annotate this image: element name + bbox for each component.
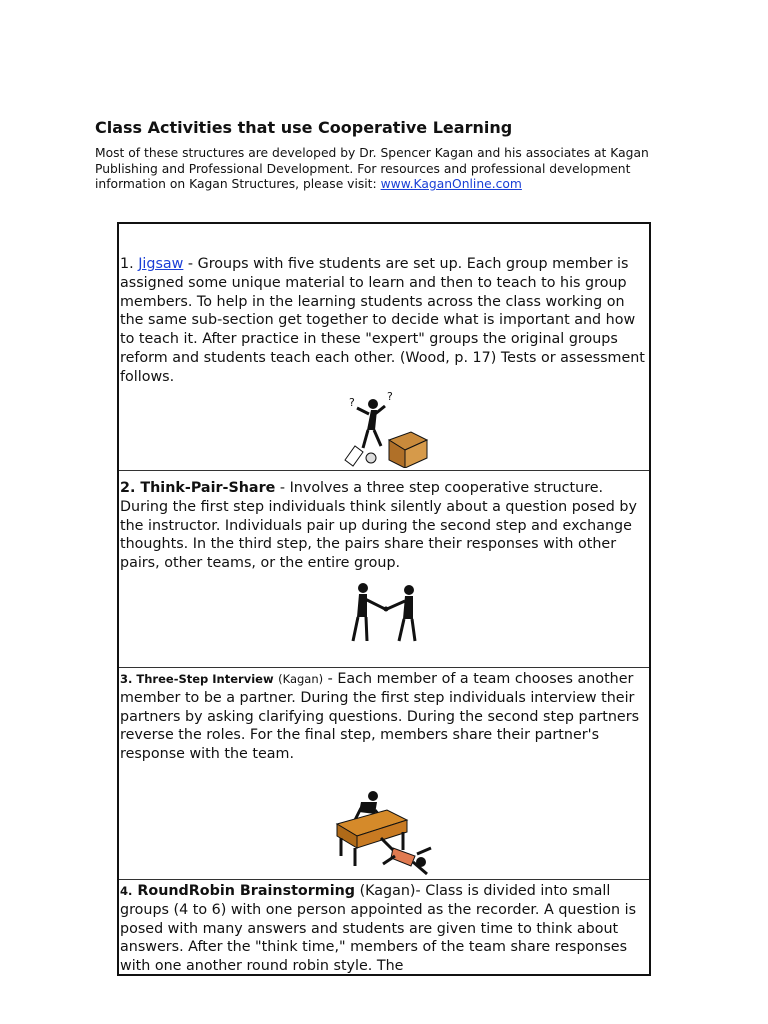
activity-cell-three-step-interview (119, 668, 649, 880)
handshake-illustration (347, 581, 427, 645)
activity-description: - Involves a three step cooperative structure. During the first step individuals think silently about a question posed by the instructor. Individuals pair up during the second step and exchange thoughts. In the third step, the pairs share their responses with other pairs, other teams, or the entire group. (120, 480, 637, 572)
page-title: Class Activities that use Cooperative Learning (95, 118, 513, 137)
activity-table (117, 222, 651, 976)
activity-cell-jigsaw (119, 224, 649, 471)
jigsaw-link[interactable]: Jigsaw (138, 256, 184, 272)
activity-cell-think-pair-share (119, 471, 649, 668)
svg-text:?: ? (387, 390, 393, 403)
activity-title: 3. Three-Step Interview (120, 672, 274, 686)
activity-source: (Kagan) (278, 672, 324, 686)
activity-description: - Groups with five students are set up. Each group member is assigned some unique material to learn and then to teach to his group members. To help in the learning students across the class working on the same sub-section get together to decide what is important and how to teach it. After practice in these "expert" groups the original groups reform and students teach each other. (Wood, p. 17) Tests or assessment follows. (120, 256, 645, 385)
activity-title: 2. Think-Pair-Share (120, 480, 276, 496)
kagan-online-link[interactable]: www.KaganOnline.com (380, 177, 522, 191)
activity-number: 1. (120, 256, 134, 272)
activity-cell-roundrobin-brainstorming (119, 880, 649, 976)
intro-text: Most of these structures are developed by Dr. Spencer Kagan and his associates at Kagan Publishing and Professional Development. For resources and professional development information on Kagan Structures, please visit: (95, 146, 649, 191)
interview-desk-illustration (331, 790, 439, 876)
svg-text:?: ? (349, 396, 355, 409)
activity-title: 4. RoundRobin Brainstorming (120, 883, 356, 899)
activity-description: - Each member of a team chooses another member to be a partner. During the first step individuals interview their partners by asking clarifying questions. During the second step partners reverse the roles. For the final step, members share their partner's response with the team. (120, 671, 640, 763)
activity-description: - Class is divided into small groups (4 to 6) with one person appointed as the recorder. A question is posed with many answers and students are given time to think about answers. After the "think time," members of the team share responses with one another round robin style. The (120, 883, 637, 975)
activity-source: (Kagan) (359, 883, 416, 899)
intro-paragraph (95, 146, 655, 193)
confused-person-puzzle-illustration (341, 390, 433, 468)
